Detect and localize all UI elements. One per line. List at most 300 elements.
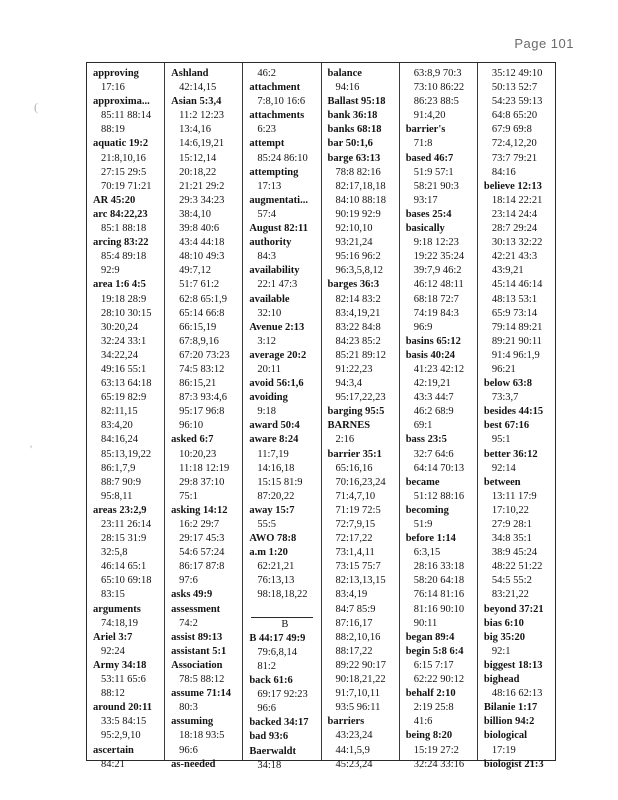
index-term: barriers — [327, 716, 365, 728]
index-reference: 43:4 44:18 — [179, 237, 225, 249]
index-reference: 65:10 69:18 — [101, 575, 152, 587]
index-reference: 34:18 — [257, 759, 282, 771]
index-reference: 15:15 81:9 — [257, 476, 303, 488]
index-term: better 36:12 — [483, 448, 538, 460]
index-reference: 72:4,12,20 — [491, 138, 537, 150]
index-reference: 38:9 45:24 — [491, 547, 538, 559]
index-term: barging 95:5 — [327, 406, 385, 418]
index-reference: 90:18,21,22 — [335, 674, 386, 686]
index-reference: 19:22 35:24 — [413, 251, 465, 263]
index-reference: 17:16 — [101, 82, 125, 94]
index-reference: 73:15 75:7 — [335, 561, 381, 573]
index-term: away 15:7 — [249, 504, 295, 516]
index-reference: 83:21,22 — [491, 589, 529, 601]
index-term: Avenue 2:13 — [249, 321, 305, 333]
index-reference: 85:4 89:18 — [101, 251, 147, 263]
index-reference: 67:9 69:8 — [491, 124, 532, 136]
index-reference: 48:16 62:13 — [491, 688, 543, 700]
index-term: assist 89:13 — [171, 631, 223, 643]
index-reference: 38:4,10 — [179, 208, 211, 220]
index-reference: 73:10 86:22 — [413, 82, 465, 94]
index-reference: 95:17,22,23 — [335, 392, 386, 404]
index-term: becoming — [405, 504, 449, 516]
index-reference: 74:18,19 — [101, 617, 139, 629]
index-reference: 92:1 — [491, 645, 511, 657]
index-term: assume 71:14 — [171, 688, 231, 700]
index-term: Baerwaldt — [249, 745, 297, 757]
index-reference: 83:15 — [101, 589, 125, 601]
index-reference: 45:23,24 — [335, 758, 373, 770]
index-term: back 61:6 — [249, 675, 293, 687]
index-reference: 96:10 — [179, 420, 204, 432]
index-reference: 73:1,4,11 — [335, 547, 375, 559]
index-term: Ballast 95:18 — [327, 96, 386, 108]
index-term: attempting — [249, 166, 299, 178]
index-reference: 73:7 79:21 — [491, 152, 538, 164]
index-reference: 45:14 46:14 — [491, 279, 543, 291]
index-term: assessment — [171, 603, 221, 615]
margin-mark-top: ( — [34, 100, 38, 114]
index-reference: 65:16,16 — [335, 462, 373, 474]
index-reference: 69:17 92:23 — [257, 689, 308, 701]
index-reference: 21:21 29:2 — [179, 180, 225, 192]
index-column-4 — [322, 63, 400, 770]
index-term: aware 8:24 — [249, 434, 299, 446]
index-reference: 48:13 53:1 — [491, 293, 538, 305]
index-reference: 67:20 73:23 — [179, 349, 230, 361]
index-reference: 85:1 88:18 — [101, 223, 147, 235]
index-term: Association — [171, 659, 223, 671]
index-term: bar 50:1,6 — [327, 138, 373, 150]
index-term: as-needed — [171, 758, 216, 770]
index-reference: 82:14 83:2 — [335, 293, 381, 305]
index-reference: 89:21 90:11 — [491, 335, 542, 347]
index-term: barges 36:3 — [327, 279, 380, 291]
index-reference: 18:18 93:5 — [179, 730, 225, 742]
index-term: Ariel 3:7 — [93, 631, 133, 643]
index-term: behalf 2:10 — [405, 688, 456, 700]
index-reference: 81:2 — [257, 660, 277, 672]
index-reference: 67:8,9,16 — [179, 335, 219, 347]
index-reference: 91:4,20 — [413, 110, 446, 122]
index-reference: 17:19 — [491, 744, 516, 756]
index-reference: 20:11 — [257, 363, 281, 375]
index-term: barrier's — [405, 124, 446, 136]
index-reference: 87:20,22 — [257, 490, 295, 502]
index-reference: 79:6,8,14 — [257, 646, 298, 658]
index-reference: 84:21 — [101, 758, 125, 770]
index-reference: 88:7 90:9 — [101, 476, 141, 488]
index-term: assistant 5:1 — [171, 645, 227, 657]
index-reference: 92:9 — [101, 265, 120, 277]
index-reference: 27:15 29:5 — [101, 166, 147, 178]
index-reference: 22:1 47:3 — [257, 279, 298, 291]
index-reference: 20:18,22 — [179, 166, 217, 178]
index-reference: 46:12 48:11 — [413, 279, 464, 291]
index-reference: 58:21 90:3 — [413, 180, 459, 192]
index-column-2 — [165, 63, 243, 770]
index-reference: 62:8 65:1,9 — [179, 293, 228, 305]
index-reference: 84:16,24 — [101, 434, 139, 446]
index-term: asked 6:7 — [171, 434, 214, 446]
index-reference: 75:1 — [179, 490, 198, 502]
index-reference: 93:17 — [413, 194, 438, 206]
index-reference: 50:13 52:7 — [491, 82, 538, 94]
index-reference: 90:11 — [413, 617, 438, 629]
index-reference: 64:14 70:13 — [413, 462, 465, 474]
index-term: authority — [249, 237, 292, 249]
index-reference: 28:10 30:15 — [101, 307, 152, 319]
index-reference: 16:2 29:7 — [179, 519, 220, 530]
index-term: barge 63:13 — [327, 152, 381, 164]
index-reference: 84:16 — [491, 166, 516, 178]
index-reference: 41:23 42:12 — [413, 363, 465, 375]
index-term: avoiding — [249, 392, 288, 404]
index-reference: 83:4,20 — [101, 420, 133, 432]
index-reference: 51:9 57:1 — [413, 166, 454, 178]
index-term: arc 84:22,23 — [93, 208, 148, 220]
index-term: basis 40:24 — [405, 349, 455, 361]
index-term: Army 34:18 — [93, 659, 147, 671]
index-reference: 7:8,10 16:6 — [257, 96, 306, 108]
index-term: biological — [483, 730, 528, 742]
index-term: below 63:8 — [483, 378, 532, 390]
index-reference: 63:8,9 70:3 — [413, 68, 462, 79]
index-reference: 17:13 — [257, 180, 282, 192]
index-reference: 84:3 — [257, 251, 277, 263]
index-reference: 82:11,15 — [101, 406, 138, 418]
index-term: AWO 78:8 — [249, 533, 297, 545]
index-reference: 92:10,10 — [335, 223, 373, 235]
index-term: between — [483, 476, 521, 488]
index-reference: 93:5 96:11 — [335, 702, 381, 714]
index-reference: 91:4 96:1,9 — [491, 349, 540, 361]
index-reference: 72:17,22 — [335, 533, 373, 545]
index-reference: 86:1,7,9 — [101, 462, 136, 474]
index-term: avoid 56:1,6 — [249, 378, 304, 390]
index-reference: 74:19 84:3 — [413, 307, 459, 319]
index-reference: 85:11 88:14 — [101, 110, 152, 122]
index-reference: 84:10 88:18 — [335, 194, 386, 206]
index-term: August 82:11 — [249, 223, 308, 235]
index-term: banks 68:18 — [327, 124, 382, 136]
index-reference: 11:18 12:19 — [179, 462, 230, 474]
index-term: big 35:20 — [483, 631, 525, 643]
index-reference: 76:14 81:16 — [413, 589, 465, 601]
index-term: Asian 5:3,4 — [171, 96, 222, 108]
index-reference: 86:17 87:8 — [179, 561, 225, 573]
index-reference: 42:14,15 — [179, 82, 217, 94]
index-reference: 70:16,23,24 — [335, 476, 386, 488]
index-reference: 11:2 12:23 — [179, 110, 224, 122]
index-reference: 70:19 71:21 — [101, 180, 152, 192]
index-reference: 62:21,21 — [257, 561, 295, 573]
index-term: bases 25:4 — [405, 208, 452, 220]
index-term: attachment — [249, 82, 301, 94]
index-reference: 28:7 29:24 — [491, 223, 538, 235]
index-reference: 84:7 85:9 — [335, 603, 376, 615]
index-reference: 87:3 93:4,6 — [179, 392, 228, 404]
index-reference: 73:3,7 — [491, 392, 519, 404]
index-reference: 9:18 — [257, 406, 277, 418]
index-reference: 49:16 55:1 — [101, 363, 147, 375]
index-reference: 85:13,19,22 — [101, 448, 152, 460]
index-reference: 27:9 28:1 — [491, 519, 532, 530]
index-reference: 29:8 37:10 — [179, 476, 225, 488]
index-reference: 30:13 32:22 — [491, 237, 543, 249]
index-reference: 54:23 59:13 — [491, 96, 543, 108]
index-reference: 89:22 90:17 — [335, 659, 386, 671]
section-rule — [251, 603, 312, 618]
index-reference: 39:7,9 46:2 — [413, 265, 462, 277]
index-term: billion 94:2 — [483, 716, 535, 728]
index-reference: 88:19 — [101, 124, 125, 136]
index-reference: 34:22,24 — [101, 349, 139, 361]
index-reference: 33:5 84:15 — [101, 716, 147, 728]
index-reference: 46:2 — [257, 68, 277, 79]
index-term: Bilanie 1:17 — [483, 702, 538, 714]
index-term: bad 93:6 — [249, 731, 289, 743]
index-reference: 63:13 64:18 — [101, 378, 152, 390]
index-reference: 92:24 — [101, 645, 125, 657]
index-reference: 65:9 73:14 — [491, 307, 538, 319]
index-reference: 43:3 44:7 — [413, 392, 454, 404]
index-reference: 94:3,4 — [335, 378, 363, 390]
index-reference: 51:9 — [413, 519, 433, 530]
index-term: BARNES — [327, 420, 371, 432]
index-reference: 96:6 — [257, 703, 277, 715]
index-reference: 54:5 55:2 — [491, 575, 532, 587]
index-reference: 35:12 49:10 — [491, 68, 543, 79]
index-term: began 89:4 — [405, 631, 455, 643]
index-term: backed 34:17 — [249, 717, 309, 729]
index-reference: 92:14 — [491, 462, 516, 474]
section-letter: B — [281, 618, 289, 630]
index-term: biologist 21:3 — [483, 758, 544, 770]
index-term: ascertain — [93, 744, 134, 756]
index-reference: 83:22 84:8 — [335, 321, 381, 333]
index-reference: 29:17 45:3 — [179, 533, 225, 545]
index-term: approving — [93, 68, 139, 79]
index-column-5 — [400, 63, 478, 770]
index-term: bias 6:10 — [483, 617, 524, 629]
index-reference: 85:24 86:10 — [257, 152, 308, 164]
index-term: Ashland — [171, 68, 209, 79]
index-term: balance — [327, 68, 362, 79]
index-term: B 44:17 49:9 — [249, 632, 306, 644]
index-reference: 94:16 — [335, 82, 360, 94]
index-reference: 15:19 27:2 — [413, 744, 459, 756]
index-reference: 95:17 96:8 — [179, 406, 225, 418]
index-reference: 43:23,24 — [335, 730, 373, 742]
index-column-6 — [478, 63, 555, 770]
index-term: available — [249, 293, 290, 305]
index-term: begin 5:8 6:4 — [405, 645, 464, 657]
index-reference: 81:16 90:10 — [413, 603, 465, 615]
index-term: asks 49:9 — [171, 589, 213, 601]
index-reference: 17:10,22 — [491, 504, 529, 516]
index-term: award 50:4 — [249, 420, 300, 432]
index-term: basically — [405, 223, 445, 235]
index-reference: 57:4 — [257, 208, 277, 220]
index-reference: 82:17,18,18 — [335, 180, 386, 192]
index-term: asking 14:12 — [171, 504, 228, 516]
index-term: areas 23:2,9 — [93, 504, 147, 516]
index-reference: 23:11 26:14 — [101, 519, 152, 530]
index-reference: 51:7 61:2 — [179, 279, 220, 291]
index-reference: 84:23 85:2 — [335, 335, 381, 347]
index-reference: 76:13,13 — [257, 575, 295, 587]
index-reference: 62:22 90:12 — [413, 674, 465, 686]
index-reference: 97:6 — [179, 575, 198, 587]
index-reference: 95:2,9,10 — [101, 730, 141, 742]
index-reference: 96:21 — [491, 363, 516, 375]
index-reference: 66:15,19 — [179, 321, 217, 333]
index-reference: 83:4,19 — [335, 589, 368, 601]
index-term: attempt — [249, 138, 285, 150]
index-reference: 2:19 25:8 — [413, 702, 454, 714]
index-reference: 88:12 — [101, 688, 125, 700]
index-reference: 39:8 40:6 — [179, 223, 220, 235]
index-column-3 — [243, 63, 321, 771]
index-reference: 71:19 72:5 — [335, 504, 381, 516]
index-term: aquatic 19:2 — [93, 138, 149, 150]
index-term: became — [405, 476, 440, 488]
index-term: availability — [249, 265, 300, 277]
index-reference: 91:7,10,11 — [335, 688, 381, 700]
index-term: augmentati... — [249, 194, 308, 206]
index-term: biggest 18:13 — [483, 659, 543, 671]
index-reference: 78:5 88:12 — [179, 674, 225, 686]
index-reference: 96:3,5,8,12 — [335, 265, 384, 277]
index-reference: 32:5,8 — [101, 547, 128, 559]
index-reference: 71:8 — [413, 138, 433, 150]
index-reference: 86:15,21 — [179, 378, 217, 390]
index-reference: 6:15 7:17 — [413, 659, 454, 671]
index-term: AR 45:20 — [93, 194, 136, 206]
index-reference: 58:20 64:18 — [413, 575, 465, 587]
index-reference: 6:23 — [257, 124, 277, 136]
index-term: attachments — [249, 110, 305, 122]
index-reference: 96:6 — [179, 744, 198, 756]
page-number: Page 101 — [514, 36, 574, 51]
index-term: around 20:11 — [93, 702, 153, 714]
index-reference: 51:12 88:16 — [413, 490, 465, 502]
index-term: best 67:16 — [483, 420, 530, 432]
index-reference: 34:8 35:1 — [491, 533, 532, 545]
index-reference: 42:21 43:3 — [491, 251, 538, 263]
index-reference: 88:17,22 — [335, 645, 373, 657]
index-reference: 9:18 12:23 — [413, 237, 459, 249]
index-reference: 29:3 34:23 — [179, 194, 225, 206]
index-term: arcing 83:22 — [93, 237, 149, 249]
index-reference: 10:20,23 — [179, 448, 217, 460]
index-reference: 98:18,18,22 — [257, 589, 308, 601]
index-reference: 83:4,19,21 — [335, 307, 381, 319]
index-reference: 14:16,18 — [257, 462, 295, 474]
index-reference: 72:7,9,15 — [335, 519, 376, 530]
index-reference: 95:16 96:2 — [335, 251, 381, 263]
index-reference: 32:7 64:6 — [413, 448, 454, 460]
index-reference: 95:8,11 — [101, 490, 133, 502]
index-reference: 46:2 68:9 — [413, 406, 454, 418]
index-reference: 30:20,24 — [101, 321, 139, 333]
index-reference: 71:4,7,10 — [335, 490, 376, 502]
index-reference: 48:22 51:22 — [491, 561, 543, 573]
index-frame — [86, 62, 556, 771]
margin-mark-bottom: ' — [30, 442, 33, 456]
index-term: bighead — [483, 674, 520, 686]
index-term: area 1:6 4:5 — [93, 279, 146, 291]
index-reference: 46:14 65:1 — [101, 561, 147, 573]
index-reference: 80:3 — [179, 702, 198, 714]
index-term: beyond 37:21 — [483, 603, 544, 615]
index-reference: 19:18 28:9 — [101, 293, 147, 305]
index-reference: 11:7,19 — [257, 448, 289, 460]
index-reference: 68:18 72:7 — [413, 293, 459, 305]
index-reference: 21:8,10,16 — [101, 152, 146, 164]
index-term: approxima... — [93, 96, 150, 108]
index-reference: 28:16 33:18 — [413, 561, 465, 573]
index-reference: 65:14 66:8 — [179, 307, 225, 319]
index-reference: 32:24 33:16 — [413, 758, 465, 770]
index-reference: 69:1 — [413, 420, 433, 432]
index-reference: 49:7,12 — [179, 265, 211, 277]
index-term: a.m 1:20 — [249, 547, 288, 559]
index-reference: 90:19 92:9 — [335, 208, 381, 220]
index-term: bass 23:5 — [405, 434, 447, 446]
index-reference: 14:6,19,21 — [179, 138, 225, 150]
index-reference: 74:5 83:12 — [179, 363, 225, 375]
index-reference: 96:9 — [413, 321, 433, 333]
index-reference: 48:10 49:3 — [179, 251, 225, 263]
index-term: based 46:7 — [405, 152, 454, 164]
index-term: barrier 35:1 — [327, 448, 382, 460]
index-reference: 86:23 88:5 — [413, 96, 459, 108]
index-reference: 55:5 — [257, 519, 277, 530]
index-term: basins 65:12 — [405, 335, 461, 347]
index-reference: 53:11 65:6 — [101, 674, 146, 686]
index-reference: 6:3,15 — [413, 547, 441, 559]
index-reference: 42:19,21 — [413, 378, 451, 390]
index-term: being 8:20 — [405, 730, 453, 742]
index-reference: 64:8 65:20 — [491, 110, 538, 122]
index-reference: 74:2 — [179, 617, 198, 629]
index-term: before 1:14 — [405, 533, 456, 545]
index-reference: 13:11 17:9 — [491, 490, 537, 502]
index-term: arguments — [93, 603, 141, 615]
index-term: assuming — [171, 716, 214, 728]
index-reference: 82:13,13,15 — [335, 575, 386, 587]
index-reference: 79:14 89:21 — [491, 321, 543, 333]
index-reference: 18:14 22:21 — [491, 194, 543, 206]
index-reference: 23:14 24:4 — [491, 208, 538, 220]
index-reference: 78:8 82:16 — [335, 166, 381, 178]
index-reference: 28:15 31:9 — [101, 533, 147, 545]
index-reference: 3:12 — [257, 335, 277, 347]
index-reference: 2:16 — [335, 434, 355, 446]
index-reference: 15:12,14 — [179, 152, 217, 164]
index-reference: 95:1 — [491, 434, 511, 446]
index-term: bank 36:18 — [327, 110, 378, 122]
index-term: besides 44:15 — [483, 406, 544, 418]
index-reference: 65:19 82:9 — [101, 392, 147, 404]
index-reference: 91:22,23 — [335, 363, 373, 375]
index-term: believe 12:13 — [483, 180, 542, 192]
index-reference: 13:4,16 — [179, 124, 211, 136]
index-reference: 88:2,10,16 — [335, 631, 381, 643]
index-term: average 20:2 — [249, 349, 307, 361]
